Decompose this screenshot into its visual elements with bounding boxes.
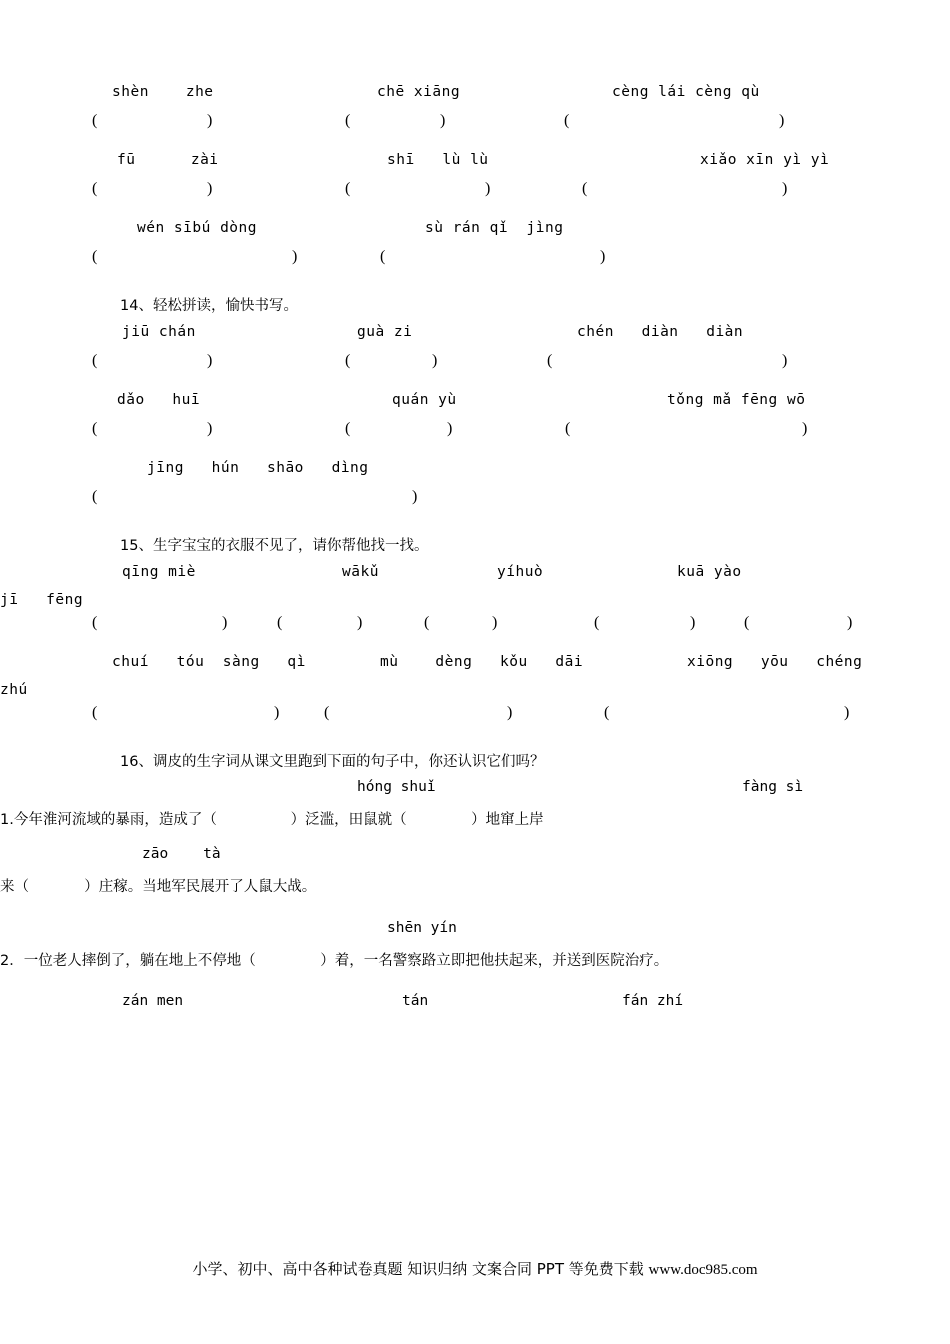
bracket-close: ) <box>847 613 853 631</box>
pinyin-token: jiū chán <box>122 323 196 340</box>
pinyin-row <box>92 993 862 1023</box>
bracket-close: ) <box>207 419 213 437</box>
pinyin-token: cèng lái cèng qù <box>612 84 760 100</box>
pinyin-token: yíhuò <box>497 563 544 580</box>
bracket-close: ) <box>412 487 418 505</box>
pinyin-token: jīng hún shāo dìng <box>147 459 369 476</box>
exercise-block-16 <box>0 744 862 1023</box>
pinyin-token: qīng miè <box>122 563 196 580</box>
pinyin-token: xiōng yōu chéng <box>687 653 863 670</box>
bracket-close: ) <box>779 112 785 129</box>
pinyin-row <box>92 779 862 809</box>
bracket-open: ( <box>92 351 98 369</box>
pinyin-token: xiǎo xīn yì yì <box>700 152 830 168</box>
pinyin-row <box>92 920 862 950</box>
pinyin-token: kuā yào <box>677 563 742 580</box>
footer-text: 小学、初中、高中各种试卷真题 知识归纳 文案合同 PPT 等免费下载 <box>192 1260 649 1278</box>
bracket-close: ) <box>690 613 696 631</box>
question-heading-14: 14、轻松拼读，愉快书写。 <box>120 298 298 314</box>
bracket-open: ( <box>424 613 430 631</box>
bracket-open: ( <box>564 112 570 129</box>
bracket-open: ( <box>565 419 571 437</box>
bracket-close: ) <box>485 180 491 197</box>
answer-bracket-row[interactable] <box>92 248 862 288</box>
bracket-close: ) <box>222 613 228 631</box>
pinyin-row <box>92 846 862 876</box>
pinyin-token: zāo tà <box>142 846 221 863</box>
bracket-close: ) <box>844 703 850 721</box>
bracket-open: ( <box>582 180 588 197</box>
exercise-block-13 <box>92 84 862 288</box>
bracket-open: ( <box>345 112 351 129</box>
exercise-block-14 <box>92 288 862 528</box>
bracket-close: ) <box>782 180 788 197</box>
answer-bracket-row[interactable] <box>92 180 862 220</box>
pinyin-row <box>92 84 862 112</box>
bracket-open: ( <box>92 248 98 265</box>
answer-bracket-row[interactable] <box>92 352 862 392</box>
bracket-open: ( <box>744 613 750 631</box>
bracket-open: ( <box>594 613 600 631</box>
pinyin-token: zán men <box>122 992 184 1009</box>
bracket-close: ) <box>802 419 808 437</box>
answer-bracket-row[interactable] <box>92 420 862 460</box>
pinyin-token: fū zài <box>117 152 219 168</box>
pinyin-row <box>0 681 862 704</box>
pinyin-token: shī lù lù <box>387 152 489 168</box>
bracket-open: ( <box>92 180 98 197</box>
pinyin-row <box>0 591 862 614</box>
bracket-open: ( <box>92 487 98 505</box>
pinyin-token: zhú <box>0 681 28 698</box>
bracket-open: ( <box>547 351 553 369</box>
footer-url[interactable]: www.doc985.com <box>648 1262 758 1278</box>
bracket-close: ) <box>492 613 498 631</box>
bracket-open: ( <box>380 248 386 265</box>
pinyin-token: fàng sì <box>742 779 804 796</box>
question-heading-16: 16、调皮的生字词从课文里跑到下面的句子中，你还认识它们吗？ <box>120 753 545 770</box>
answer-bracket-row[interactable] <box>92 112 862 152</box>
bracket-open: ( <box>92 112 98 129</box>
pinyin-token: hóng shuǐ <box>357 779 436 796</box>
fill-in-sentence[interactable]: 1.今年淮河流域的暴雨，造成了（ ）泛滥，田鼠就（ ）地窜上岸 <box>0 812 544 829</box>
fill-in-sentence[interactable]: 来（ ）庄稼。当地军民展开了人鼠大战。 <box>0 879 317 896</box>
answer-bracket-row[interactable] <box>92 704 862 744</box>
worksheet-content <box>0 84 863 1023</box>
pinyin-token: guà zi <box>357 323 413 340</box>
answer-bracket-row[interactable] <box>92 614 862 654</box>
bracket-open: ( <box>92 703 98 721</box>
question-heading-15: 15、生字宝宝的衣服不见了，请你帮他找一找。 <box>120 537 429 554</box>
pinyin-token: quán yù <box>392 391 457 408</box>
bracket-open: ( <box>324 703 330 721</box>
bracket-open: ( <box>92 613 98 631</box>
bracket-close: ) <box>447 419 453 437</box>
bracket-close: ) <box>600 248 606 265</box>
bracket-close: ) <box>432 351 438 369</box>
pinyin-row <box>92 392 862 420</box>
bracket-open: ( <box>92 419 98 437</box>
pinyin-token: wén sībú dòng <box>137 220 257 236</box>
bracket-close: ) <box>207 112 213 129</box>
fill-in-sentence[interactable]: 2．一位老人摔倒了，躺在地上不停地（ ）着，一名警察路立即把他扶起来，并送到医院治疗。 <box>0 952 669 969</box>
pinyin-token: dǎo huī <box>117 391 201 408</box>
answer-bracket-row[interactable] <box>92 488 862 528</box>
bracket-close: ) <box>207 180 213 197</box>
pinyin-token: jī fēng <box>0 591 84 608</box>
pinyin-token: shèn zhe <box>112 84 214 100</box>
pinyin-token: fán zhí <box>622 992 684 1009</box>
bracket-close: ) <box>782 351 788 369</box>
pinyin-row <box>92 460 862 488</box>
pinyin-token: sù rán qǐ jìng <box>425 220 564 236</box>
pinyin-row <box>92 152 862 180</box>
exercise-block-15 <box>0 528 863 744</box>
pinyin-row <box>92 324 862 352</box>
pinyin-row <box>92 654 862 682</box>
bracket-close: ) <box>357 613 363 631</box>
bracket-close: ) <box>440 112 446 129</box>
pinyin-token: chē xiāng <box>377 84 461 100</box>
bracket-close: ) <box>507 703 513 721</box>
bracket-close: ) <box>207 351 213 369</box>
pinyin-token: chén diàn diàn <box>577 323 744 340</box>
bracket-close: ) <box>292 248 298 265</box>
bracket-open: ( <box>345 419 351 437</box>
bracket-open: ( <box>277 613 283 631</box>
pinyin-token: tán <box>402 992 429 1009</box>
pinyin-token: tǒng mǎ fēng wō <box>667 391 806 408</box>
pinyin-token: shēn yín <box>387 919 457 936</box>
pinyin-row <box>92 220 862 248</box>
pinyin-token: chuí tóu sàng qì <box>112 653 306 670</box>
bracket-open: ( <box>345 351 351 369</box>
bracket-open: ( <box>345 180 351 197</box>
bracket-close: ) <box>274 703 280 721</box>
pinyin-token: mù dèng kǒu dāi <box>380 653 584 670</box>
pinyin-token: wākǔ <box>342 563 379 580</box>
pinyin-row <box>92 564 862 592</box>
bracket-open: ( <box>604 703 610 721</box>
page-footer <box>0 1258 950 1279</box>
